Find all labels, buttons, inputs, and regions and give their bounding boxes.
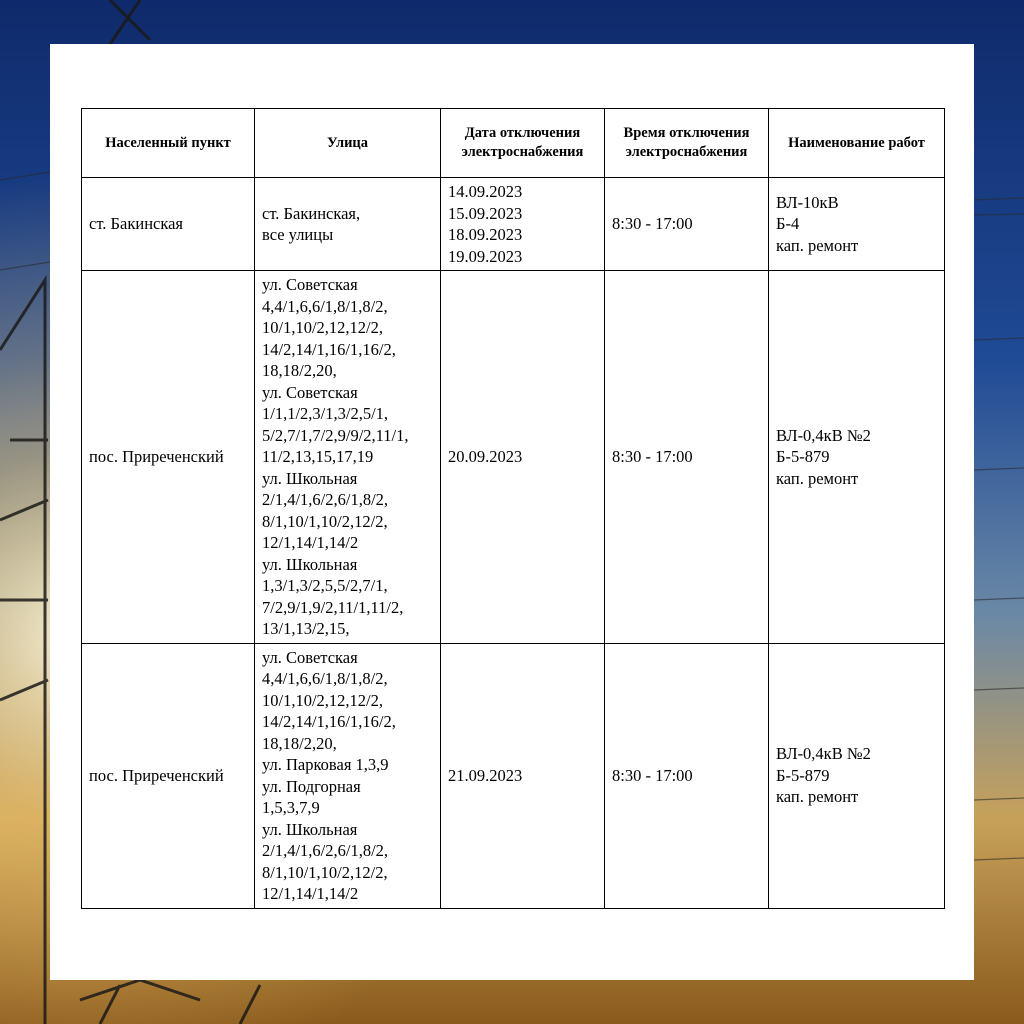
cell-street-line: 11/2,13,15,17,19 — [262, 447, 374, 466]
cell-street-line: 1/1,1/2,3/1,3/2,5/1, — [262, 404, 389, 423]
header-street: Улица — [255, 109, 441, 178]
cell-work-line: ВЛ-10кВ — [776, 192, 839, 212]
outage-schedule-table — [81, 108, 945, 909]
cell-street-line: ул. Парковая 1,3,9 — [262, 755, 389, 774]
cell-street-line: 18,18/2,20, — [262, 361, 337, 380]
cell-street-line: 7/2,9/1,9/2,11/1,11/2, — [262, 597, 404, 617]
header-place: Населенный пункт — [82, 109, 255, 178]
cell-street-line: 12/1,14/1,14/2 — [262, 884, 359, 903]
cell-street-line: 2/1,4/1,6/2,6/1,8/2, — [262, 841, 389, 860]
cell-street-line: 5/2,7/1,7/2,9/9/2,11/1, — [262, 425, 409, 445]
cell-date-line: 14.09.2023 — [448, 182, 523, 201]
table-row — [82, 271, 945, 644]
cell-work-line: ВЛ-0,4кВ №2 — [776, 425, 871, 445]
cell-work-line: Б-5-879 — [776, 765, 830, 785]
cell-street-line: ул. Советская — [262, 647, 358, 667]
cell-work-line: кап. ремонт — [776, 787, 859, 807]
cell-work-line: Б-4 — [776, 214, 800, 234]
cell-work-line: кап. ремонт — [776, 468, 859, 488]
cell-date — [441, 271, 605, 644]
cell-date-line: 21.09.2023 — [448, 765, 523, 785]
header-work: Наименование работ — [769, 109, 945, 178]
cell-street-line: 4,4/1,6,6/1,8/1,8/2, — [262, 296, 388, 316]
cell-street-line: ул. Советская — [262, 275, 358, 294]
cell-street-line: 1,5,3,7,9 — [262, 798, 320, 817]
table-row — [82, 178, 945, 271]
cell-date-line: 19.09.2023 — [448, 246, 523, 266]
cell-work-line: кап. ремонт — [776, 235, 859, 255]
cell-street-line: 18,18/2,20, — [262, 733, 337, 753]
cell-street-line: 14/2,14/1,16/1,16/2, — [262, 339, 396, 359]
cell-date-line: 20.09.2023 — [448, 447, 523, 466]
cell-work-line: Б-5-879 — [776, 447, 830, 466]
cell-place: ст. Бакинская — [82, 178, 255, 271]
cell-time: 8:30 - 17:00 — [605, 271, 769, 644]
cell-place: пос. Приреченский — [82, 643, 255, 908]
cell-street-line: ул. Школьная — [262, 819, 358, 839]
cell-street-line: все улицы — [262, 225, 334, 244]
table-header-row — [82, 109, 945, 178]
cell-street — [255, 271, 441, 644]
cell-date-line: 15.09.2023 — [448, 203, 523, 223]
cell-street-line: 14/2,14/1,16/1,16/2, — [262, 712, 396, 731]
cell-street-line: 4,4/1,6,6/1,8/1,8/2, — [262, 669, 388, 688]
cell-street-line: 10/1,10/2,12,12/2, — [262, 318, 384, 337]
cell-street-line: ул. Школьная — [262, 554, 358, 574]
cell-street-line: 13/1,13/2,15, — [262, 619, 350, 638]
cell-date — [441, 178, 605, 271]
cell-place: пос. Приреченский — [82, 271, 255, 644]
cell-street — [255, 178, 441, 271]
cell-date-line: 18.09.2023 — [448, 225, 523, 244]
cell-work — [769, 643, 945, 908]
cell-street-line: 10/1,10/2,12,12/2, — [262, 690, 384, 710]
cell-street-line: 2/1,4/1,6/2,6/1,8/2, — [262, 490, 389, 509]
cell-work-line: ВЛ-0,4кВ №2 — [776, 744, 871, 764]
table-row — [82, 643, 945, 908]
cell-street-line: 12/1,14/1,14/2 — [262, 533, 359, 552]
cell-street-line: 8/1,10/1,10/2,12/2, — [262, 862, 388, 882]
cell-time: 8:30 - 17:00 — [605, 643, 769, 908]
content-panel — [50, 44, 974, 980]
header-time: Время отключения электроснабжения — [605, 109, 769, 178]
cell-street-line: 1,3/1,3/2,5,5/2,7/1, — [262, 576, 388, 595]
cell-street-line: 8/1,10/1,10/2,12/2, — [262, 511, 388, 531]
cell-work — [769, 271, 945, 644]
cell-street-line: ст. Бакинская, — [262, 203, 361, 223]
cell-street — [255, 643, 441, 908]
cell-time: 8:30 - 17:00 — [605, 178, 769, 271]
cell-street-line: ул. Советская — [262, 382, 358, 402]
cell-work — [769, 178, 945, 271]
header-date: Дата отключения электроснабжения — [441, 109, 605, 178]
cell-street-line: ул. Подгорная — [262, 776, 361, 796]
cell-street-line: ул. Школьная — [262, 468, 358, 488]
cell-date — [441, 643, 605, 908]
